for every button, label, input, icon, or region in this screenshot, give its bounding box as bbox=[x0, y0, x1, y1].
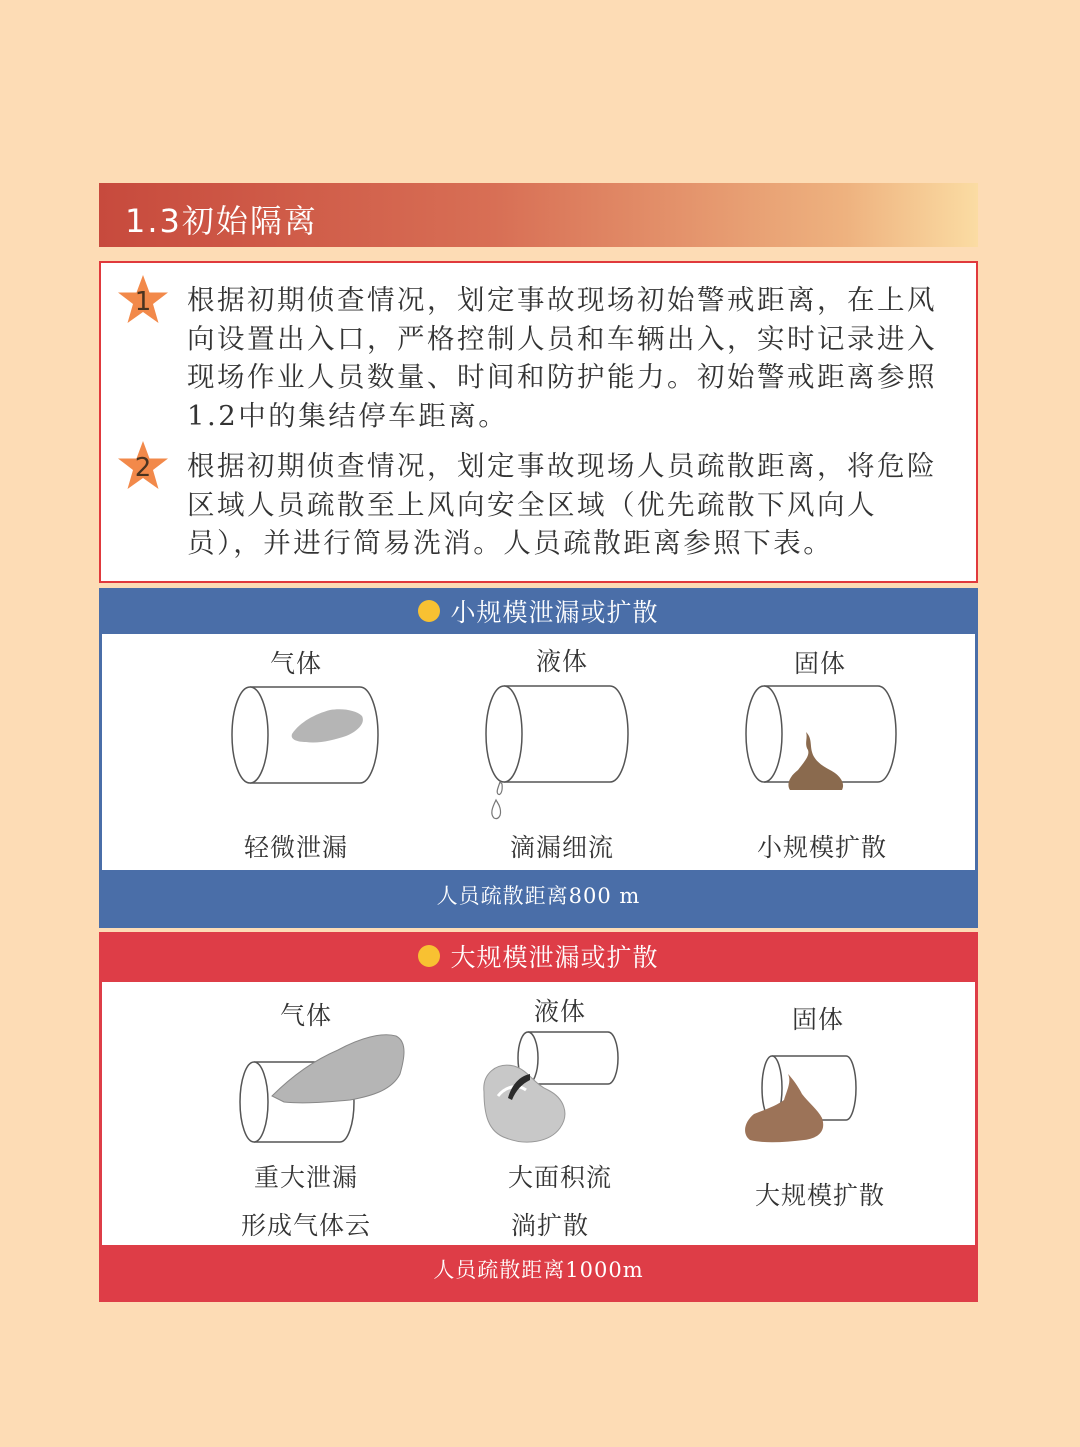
bullet-dot-icon bbox=[418, 945, 440, 967]
liquid-large-caption-1: 大面积流 bbox=[507, 1163, 612, 1192]
large-scale-header bbox=[99, 932, 978, 980]
small-scale-distance: 人员疏散距离800 m bbox=[436, 884, 641, 908]
section-title: 1.3初始隔离 bbox=[125, 202, 318, 240]
gas-large-caption-1: 重大泄漏 bbox=[253, 1163, 358, 1192]
star-badge-2 bbox=[115, 439, 171, 495]
gas-label: 气体 bbox=[269, 649, 322, 678]
point-number: 2 bbox=[134, 453, 152, 483]
gas-cloud-illustration bbox=[232, 1030, 412, 1145]
solid-large-caption: 大规模扩散 bbox=[754, 1181, 885, 1210]
solid-small-caption: 小规模扩散 bbox=[756, 833, 887, 862]
liquid-label: 液体 bbox=[535, 647, 588, 676]
large-scale-body bbox=[102, 982, 975, 1245]
small-scale-header bbox=[99, 588, 978, 634]
liquid-label: 液体 bbox=[533, 997, 586, 1026]
section-title-bar bbox=[99, 183, 978, 247]
large-scale-distance: 人员疏散距离1000m bbox=[433, 1258, 644, 1282]
point-text-2: 根据初期侦查情况，划定事故现场人员疏散距离，将危险区域人员疏散至上风向安全区域（优先疏散下风向人员），并进行简易洗消。人员疏散距离参照下表。 bbox=[187, 450, 937, 559]
liquid-large-caption-2: 淌扩散 bbox=[510, 1211, 589, 1240]
point-number: 1 bbox=[134, 287, 152, 317]
large-scale-section bbox=[99, 932, 978, 1302]
bullet-dot-icon bbox=[418, 600, 440, 622]
star-badge-1 bbox=[115, 273, 171, 329]
small-scale-title: 小规模泄漏或扩散 bbox=[450, 598, 659, 627]
gas-small-caption: 轻微泄漏 bbox=[243, 833, 348, 862]
liquid-drip-illustration bbox=[484, 682, 644, 832]
solid-label: 固体 bbox=[793, 649, 846, 678]
gas-leak-small-illustration bbox=[230, 682, 390, 792]
solid-spread-large-illustration bbox=[742, 1052, 882, 1152]
solid-spread-small-illustration bbox=[742, 682, 902, 802]
small-scale-body bbox=[102, 634, 975, 870]
small-scale-section bbox=[99, 588, 978, 928]
large-scale-title: 大规模泄漏或扩散 bbox=[450, 943, 659, 972]
instructions-box bbox=[99, 261, 978, 583]
liquid-pool-illustration bbox=[478, 1028, 628, 1158]
liquid-small-caption: 滴漏细流 bbox=[509, 833, 614, 862]
point-text-1: 根据初期侦查情况，划定事故现场初始警戒距离，在上风向设置出入口，严格控制人员和车辆出入，实时记录进入现场作业人员数量、时间和防护能力。初始警戒距离参照1.2中的集结停车距离。 bbox=[187, 284, 937, 432]
gas-large-caption-2: 形成气体云 bbox=[240, 1211, 371, 1240]
gas-label: 气体 bbox=[279, 1001, 332, 1030]
solid-label: 固体 bbox=[791, 1005, 844, 1034]
